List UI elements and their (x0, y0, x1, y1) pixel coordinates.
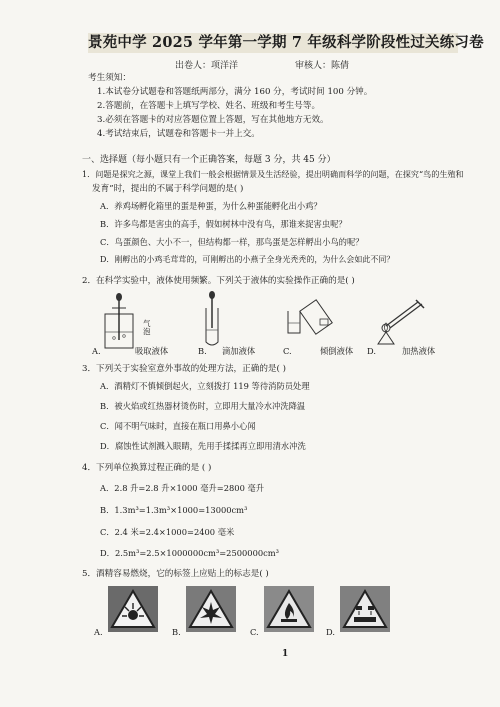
q2-option-a-letter: A. (92, 346, 101, 356)
notice-item: 3.必须在答题卡的对应答题位置上答题，写在其他地方无效。 (97, 115, 329, 125)
question-4-option-a: A．2.8 升=2.8 升×1000 毫升=2800 毫升 (100, 483, 265, 493)
page-number: 1 (282, 649, 289, 659)
q5-option-b-letter: B. (172, 627, 181, 637)
question-3-option-c: C．闻不明气味时，直接在瓶口用鼻小心闻 (100, 421, 256, 431)
reviewer-name: 审核人：陈倩 (295, 61, 350, 71)
question-3-option-a: A．酒精灯不慎倾倒起火，立刻拨打 119 等待消防员处理 (100, 381, 310, 391)
exam-title: 景苑中学 2025 学年第一学期 7 年级科学阶段性过关练习卷 (88, 34, 484, 51)
question-1-stem-cont: 发育”时，提出的不属于科学问题的是( ) (92, 184, 244, 194)
corrosive-sign-icon (340, 586, 390, 632)
question-1-option-b: B．许多鸟都是害虫的高手，假如树林中没有鸟，那谁来捉害虫呢？ (100, 219, 347, 229)
q2-option-d-label: 加热液体 (402, 346, 436, 356)
notice-heading: 考生须知： (88, 73, 131, 83)
explosive-sign-icon (186, 586, 236, 632)
q5-option-a-letter: A. (94, 627, 103, 637)
question-3-stem: 3．下列关于实验室意外事故的处理方法，正确的是( ) (82, 364, 286, 374)
bubble-label: 气泡 (143, 319, 151, 336)
setter-name: 出卷人：项洋洋 (175, 61, 239, 71)
section-heading: 一、选择题（每小题只有一个正确答案，每题 3 分，共 45 分） (82, 155, 336, 165)
notice-item: 4.考试结束后，试题卷和答题卡一并上交。 (97, 129, 260, 139)
question-3-option-d: D．腐蚀性试剂溅入眼睛，先用手揉揉再立即用清水冲洗 (100, 441, 306, 451)
question-5-stem: 5．酒精容易燃烧，它的标签上应贴上的标志是( ) (82, 569, 269, 579)
question-1-option-c: C．鸟蛋颜色、大小不一，但结构都一样，那鸟蛋是怎样孵出小鸟的呢？ (100, 237, 364, 247)
explosive-sign-icon (108, 586, 158, 632)
question-4-stem: 4．下列单位换算过程正确的是 ( ) (82, 463, 212, 473)
question-1-stem: 1．问题是探究之源，课堂上我们一般会根据情景及生活经验，提出明确而科学的问题，在探究“鸟的生殖和 (82, 169, 464, 179)
question-3-option-b: B．被火焰或红热器材烫伤时，立即用大量冷水冲洗降温 (100, 401, 306, 411)
q2-option-b-letter: B. (198, 346, 207, 356)
q5-option-d-letter: D. (326, 627, 335, 637)
notice-item: 1.本试卷分试题卷和答题纸两部分，满分 160 分，考试时间 100 分钟。 (97, 87, 373, 97)
question-4-option-c: C．2.4 米=2.4×1000=2400 毫米 (100, 527, 235, 537)
dropper-test-tube-icon (192, 290, 232, 350)
question-1-option-d: D．刚孵出的小鸡毛茸茸的，可刚孵出的小燕子全身光秃秃的，为什么会如此不同？ (100, 255, 395, 264)
notice-item: 2.答题前，在答题卡上填写学校、姓名、班级和考生号等。 (97, 101, 321, 111)
pouring-liquid-icon (282, 293, 337, 338)
q5-option-c-letter: C. (250, 627, 259, 637)
q2-option-d-letter: D. (367, 346, 376, 356)
question-1-option-a: A．养鸡场孵化箱里的蛋是种蛋，为什么种蛋能孵化出小鸡？ (100, 201, 322, 211)
q2-option-b-label: 滴加液体 (222, 346, 256, 356)
question-4-option-d: D．2.5m³=2.5×1000000cm³=2500000cm³ (100, 548, 279, 558)
q2-option-c-label: 倾倒液体 (320, 346, 354, 356)
flammable-sign-icon (264, 586, 314, 632)
heating-liquid-icon (372, 296, 436, 348)
question-2-stem: 2．在科学实验中，液体使用频繁。下列关于液体的实验操作正确的是( ) (82, 276, 355, 286)
q2-option-c-letter: C. (283, 346, 292, 356)
question-4-option-b: B．1.3m³=1.3m³×1000=13000cm³ (100, 505, 248, 515)
q2-option-a-label: 吸取液体 (135, 346, 169, 356)
